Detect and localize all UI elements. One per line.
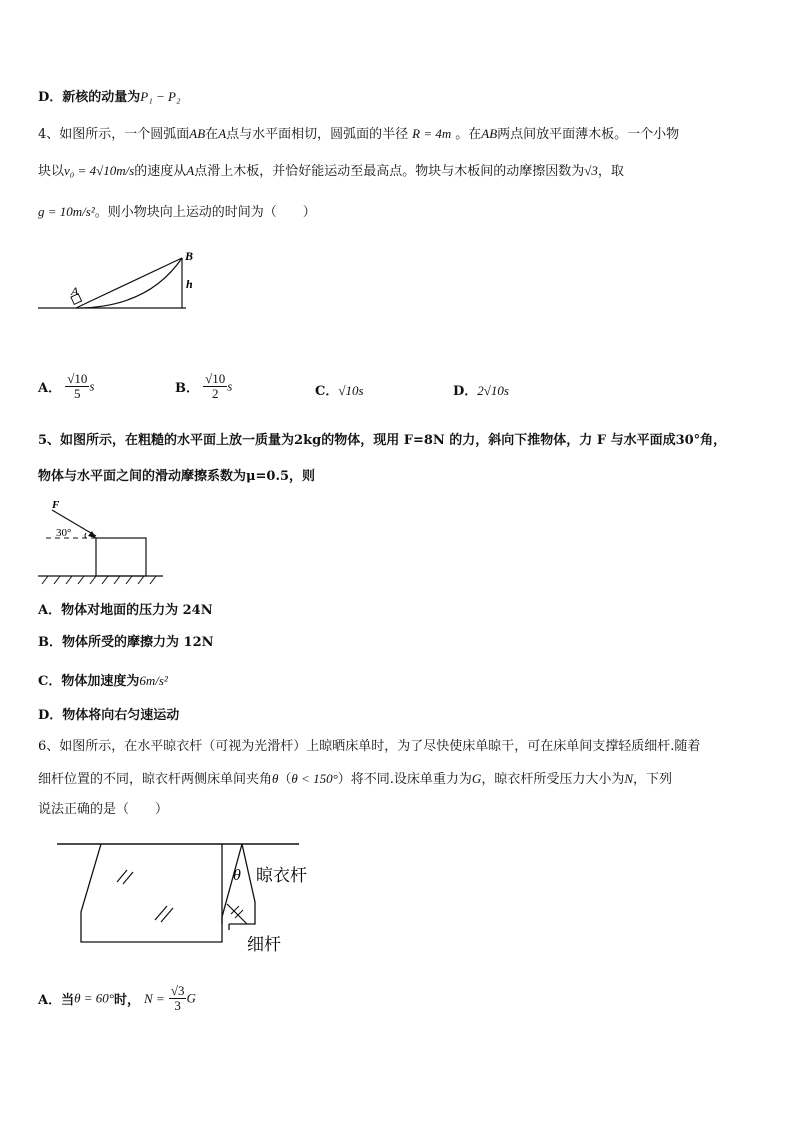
math-ab: AB xyxy=(481,126,498,141)
fraction xyxy=(203,372,227,401)
q5-stem-line2: 物体与水平面之间的滑动摩擦系数为μ=0.5，则 xyxy=(38,469,316,484)
q4-option-a xyxy=(38,372,94,401)
block-rect xyxy=(96,538,146,576)
q6-stem-line2 xyxy=(38,770,672,789)
option-text: 时， xyxy=(113,993,140,1008)
option-text: 物体对地面的压力为 24N xyxy=(61,603,213,618)
text: 块以 xyxy=(38,164,65,179)
option-cond: θ = 60° xyxy=(74,990,114,1006)
label-angle: 30° xyxy=(56,527,72,539)
option-value: √10s xyxy=(338,383,364,398)
label-stick: 细杆 xyxy=(247,935,281,954)
denominator: 3 xyxy=(174,998,181,1013)
text: 两点间放平面薄木板。一个小物 xyxy=(497,127,680,142)
math-theta: θ xyxy=(272,771,279,786)
math-r: R = 4m xyxy=(412,126,452,141)
option-math: P₁ − P₂ xyxy=(140,89,181,104)
numerator: √3 xyxy=(170,983,185,998)
label-h: h xyxy=(186,277,193,291)
thin-stick xyxy=(227,904,247,924)
math-a: A xyxy=(218,126,227,141)
denominator: 5 xyxy=(74,386,81,401)
text: ，下列 xyxy=(633,772,673,787)
text: 。在 xyxy=(455,127,482,142)
q4-option-c xyxy=(315,380,364,399)
text: （ xyxy=(278,772,292,787)
numerator: √10 xyxy=(67,371,88,386)
q5-option-c xyxy=(38,672,168,691)
option-label: A． xyxy=(38,603,62,618)
text: 细杆位置的不同，晾衣杆两侧床单间夹角 xyxy=(38,772,273,787)
stick-ticks xyxy=(231,906,243,918)
q4-option-d xyxy=(453,380,509,399)
option-label: C． xyxy=(315,384,339,399)
option-label: D． xyxy=(38,708,63,723)
q6-stem-line1: 6、如图所示，在水平晾衣杆（可视为光滑杆）上晾晒床单时，为了尽快使床单晾干，可在床单间支撑轻质细杆.随着 xyxy=(38,739,701,754)
q5-option-a xyxy=(38,602,213,620)
math-mu: √3 xyxy=(584,163,598,178)
text: 在 xyxy=(205,127,219,142)
fraction xyxy=(169,984,187,1013)
text: 点滑上木板，并恰好能运动至最高点。物块与木板间的动摩擦因数为 xyxy=(194,164,585,179)
text: 4、如图所示，一个圆弧面 xyxy=(38,127,190,142)
q3-option-d xyxy=(38,88,181,107)
option-label: A． xyxy=(38,993,62,1008)
q5-stem-line1: 5、如图所示，在粗糙的水平面上放一质量为2kg的物体，现用 F=8N 的力，斜向下推物体，力 F 与水平面成30°角， xyxy=(38,433,727,448)
text: ）将不同.设床单重力为 xyxy=(337,772,472,787)
option-value: 2√10s xyxy=(477,383,509,398)
option-text: 物体加速度为 xyxy=(61,674,140,689)
math-cond: θ < 150° xyxy=(291,771,338,786)
unit: s xyxy=(227,378,233,394)
numerator: √10 xyxy=(205,371,226,386)
q5-option-d xyxy=(38,707,179,725)
q4-option-b xyxy=(175,372,232,401)
math-n: N xyxy=(624,771,633,786)
option-label: A． xyxy=(38,381,62,396)
math-ab: AB xyxy=(189,126,206,141)
text: ，晾衣杆所受压力大小为 xyxy=(481,772,625,787)
text: 。则小物块向上运动的时间为（ ） xyxy=(94,205,316,220)
denominator: 2 xyxy=(211,386,219,401)
q6-option-a xyxy=(38,984,196,1013)
fraction xyxy=(65,372,89,401)
label-b: B xyxy=(185,249,194,263)
unit: s xyxy=(89,378,95,394)
math-g: g = 10m/s² xyxy=(38,204,95,219)
ground-hatch xyxy=(42,576,156,584)
option-label: D． xyxy=(453,384,478,399)
math-a: A xyxy=(186,163,195,178)
label-a: A xyxy=(71,284,79,298)
option-text: 当 xyxy=(61,993,75,1008)
option-n: N = xyxy=(143,990,165,1006)
text: 的速度从 xyxy=(134,164,187,179)
q4-stem-line2 xyxy=(38,162,624,181)
option-label: B． xyxy=(175,381,199,396)
text: ，取 xyxy=(597,164,624,179)
q6-stem-line3: 说法正确的是（ ） xyxy=(38,802,169,817)
q4-incline-figure xyxy=(38,248,198,312)
math-g: G xyxy=(471,771,482,786)
q5-option-b xyxy=(38,634,214,652)
label-rod: 晾衣杆 xyxy=(256,866,307,885)
option-text: 新核的动量为 xyxy=(62,90,141,105)
q6-sheet-figure xyxy=(55,832,325,962)
label-theta: θ xyxy=(233,867,241,884)
q5-force-figure xyxy=(38,498,173,590)
q4-stem-line3 xyxy=(38,203,316,222)
angle-arc xyxy=(85,533,86,538)
sheet-left-fold xyxy=(222,844,242,924)
math-v0: v₀ = 4√10m/s xyxy=(64,163,135,178)
label-f: F xyxy=(52,499,60,511)
option-label: B． xyxy=(38,635,62,650)
option-g: G xyxy=(186,990,196,1006)
text: 点与水平面相切，圆弧面的半径 xyxy=(226,127,409,142)
board-line xyxy=(76,258,182,308)
hatch-marks xyxy=(117,870,173,922)
q4-stem-line1 xyxy=(38,125,679,144)
option-math: 6m/s² xyxy=(139,673,168,688)
option-label: D． xyxy=(38,90,63,105)
sheet-outline xyxy=(81,844,222,942)
option-text: 物体所受的摩擦力为 12N xyxy=(62,635,214,650)
option-text: 物体将向右匀速运动 xyxy=(62,708,180,723)
option-label: C． xyxy=(38,674,62,689)
